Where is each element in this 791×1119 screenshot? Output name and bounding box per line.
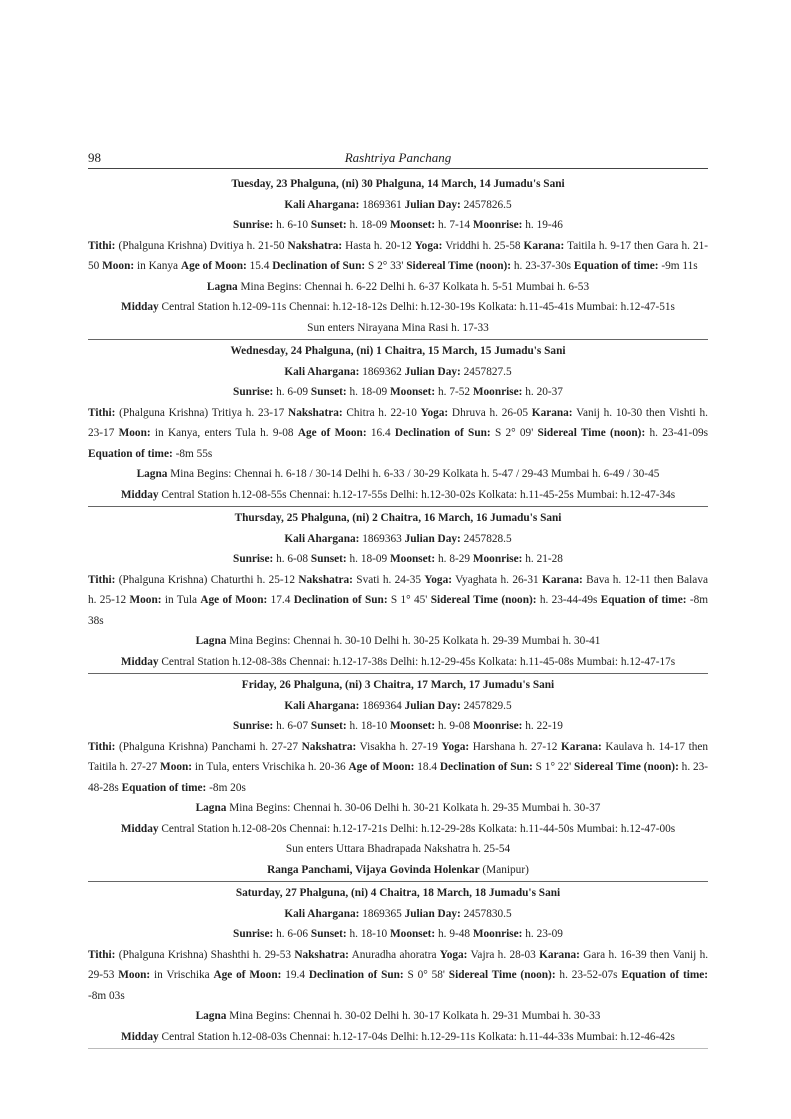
yoga-value: Vyaghata h. 26-31 (455, 573, 539, 586)
lagna-value: Mina Begins: Chennai h. 30-02 Delhi h. 30-17 Kolkata h. 29-31 Mumbai h. 30-33 (229, 1010, 601, 1022)
sunrise-value: h. 6-06 (276, 928, 309, 940)
midday-label: Midday (121, 1030, 159, 1043)
sidereal-value: h. 23-37-30s (513, 260, 571, 272)
kali-label: Kali Ahargana: (284, 365, 360, 378)
nakshatra-value: Visakha h. 27-19 (359, 740, 438, 753)
date-heading: Friday, 26 Phalguna, (ni) 3 Chaitra, 17 March, 17 Jumadu's Sani (241, 679, 555, 691)
midday-line (88, 485, 708, 506)
midday-value: Central Station h.12-08-55s Chennai: h.12-17-55s Delhi: h.12-30-02s Kolkata: h.11-45-25s Mumbai: h.12-47-34s (161, 488, 676, 501)
day-entry (88, 882, 708, 1049)
header-rule (88, 168, 708, 169)
eot-value: -8m 20s (209, 781, 246, 794)
nakshatra-label: Nakshatra: (301, 740, 357, 753)
moon-time1-label: Moonset: (390, 219, 436, 231)
kali-value: 1869365 (362, 907, 402, 920)
nakshatra-value: Hasta h. 20-12 (345, 239, 412, 252)
declination-label: Declination of Sun: (293, 594, 388, 606)
sunrise-label: Sunrise: (233, 219, 274, 231)
sunset-value: h. 18-10 (349, 928, 388, 940)
moon-label: Moon: (102, 260, 135, 272)
lagna-value: Mina Begins: Chennai h. 6-18 / 30-14 Delhi h. 6-33 / 30-29 Kolkata h. 5-47 / 29-43 Mumbai h. 6-49 / 30-45 (170, 468, 660, 480)
kali-julian-line (88, 362, 708, 383)
sunset-label: Sunset: (310, 553, 347, 565)
julian-label: Julian Day: (404, 907, 461, 920)
tithi-label: Tithi: (88, 573, 116, 586)
moon-time1-value: h. 7-52 (438, 386, 471, 398)
moon-value: in Vrischika (154, 969, 210, 981)
eot-value: -8m 03s (88, 989, 125, 1002)
midday-label: Midday (120, 822, 159, 835)
karana-label: Karana: (542, 573, 583, 586)
declination-label: Declination of Sun: (394, 427, 491, 439)
tithi-value: (Phalguna Krishna) Tritiya h. 23-17 (119, 406, 285, 419)
moon-time1-value: h. 7-14 (438, 219, 471, 231)
julian-value: 2457830.5 (463, 907, 512, 920)
festival-name: Ranga Panchami, Vijaya Govinda Holenkar (267, 863, 480, 876)
yoga-value: Vajra h. 28-03 (470, 948, 536, 961)
midday-line (88, 819, 708, 840)
sun-moon-times-line (88, 215, 708, 236)
eot-label: Equation of time: (121, 781, 207, 794)
nakshatra-value: Svati h. 24-35 (356, 573, 422, 586)
midday-value: Central Station h.12-08-20s Chennai: h.12-17-21s Delhi: h.12-29-28s Kolkata: h.11-44-50s Mumbai: h.12-47-00s (161, 822, 676, 835)
declination-value: S 2° 33' (367, 260, 404, 272)
sunset-value: h. 18-10 (349, 720, 388, 732)
declination-label: Declination of Sun: (272, 260, 366, 272)
age-label: Age of Moon: (297, 427, 367, 439)
age-label: Age of Moon: (213, 969, 282, 981)
nakshatra-label: Nakshatra: (298, 573, 353, 586)
age-value: 15.4 (249, 260, 270, 272)
moon-time1-label: Moonset: (390, 928, 436, 940)
tithi-label: Tithi: (88, 948, 116, 961)
eot-label: Equation of time: (573, 260, 659, 272)
lagna-label: Lagna (195, 802, 227, 814)
tithi-paragraph (88, 570, 708, 632)
moon-time1-label: Moonset: (390, 386, 436, 398)
sunset-value: h. 18-09 (349, 553, 388, 565)
lagna-line (88, 798, 708, 819)
date-heading: Tuesday, 23 Phalguna, (ni) 30 Phalguna, 14 March, 14 Jumadu's Sani (231, 178, 565, 190)
sidereal-label: Sidereal Time (noon): (537, 427, 646, 439)
nakshatra-value: Chitra h. 22-10 (346, 406, 417, 419)
moon-time2-label: Moonrise: (472, 928, 523, 940)
sunrise-label: Sunrise: (233, 553, 274, 565)
julian-value: 2457829.5 (463, 699, 512, 712)
julian-value: 2457828.5 (463, 532, 512, 545)
karana-value: Gara h. 16-39 then Vanij h. 29-53 (88, 948, 709, 981)
julian-value: 2457826.5 (463, 198, 512, 211)
moon-time2-label: Moonrise: (472, 720, 523, 732)
declination-value: S 1° 22' (535, 761, 572, 773)
date-heading: Wednesday, 24 Phalguna, (ni) 1 Chaitra, 15 March, 15 Jumadu's Sani (230, 345, 566, 357)
tithi-label: Tithi: (88, 239, 116, 252)
age-value: 18.4 (417, 761, 438, 773)
festival-line (88, 860, 708, 881)
midday-line (88, 1027, 708, 1048)
tithi-paragraph (88, 737, 708, 799)
tithi-label: Tithi: (88, 740, 116, 753)
midday-line (88, 652, 708, 673)
lagna-label: Lagna (195, 1010, 227, 1022)
sidereal-value: h. 23-44-49s (539, 594, 598, 606)
eot-label: Equation of time: (621, 969, 709, 981)
nakshatra-label: Nakshatra: (287, 239, 343, 252)
declination-value: S 2° 09' (494, 427, 534, 439)
calendar-entries (88, 173, 708, 1049)
page-number: 98 (88, 150, 101, 165)
sunset-label: Sunset: (310, 928, 347, 940)
age-label: Age of Moon: (180, 260, 247, 272)
age-value: 16.4 (370, 427, 391, 439)
nakshatra-label: Nakshatra: (294, 948, 349, 961)
age-label: Age of Moon: (348, 761, 415, 773)
sunset-value: h. 18-09 (349, 219, 388, 231)
midday-line (88, 297, 708, 318)
sun-moon-times-line (88, 716, 708, 737)
kali-label: Kali Ahargana: (284, 699, 360, 712)
midday-value: Central Station h.12-09-11s Chennai: h.12-18-12s Delhi: h.12-30-19s Kolkata: h.11-45-41s Mumbai: h.12-47-51s (161, 301, 675, 313)
midday-label: Midday (121, 301, 159, 313)
lagna-value: Mina Begins: Chennai h. 30-06 Delhi h. 30-21 Kolkata h. 29-35 Mumbai h. 30-37 (229, 802, 601, 814)
yoga-label: Yoga: (424, 573, 452, 586)
julian-value: 2457827.5 (463, 365, 512, 378)
sunrise-label: Sunrise: (233, 386, 274, 398)
tithi-value: (Phalguna Krishna) Chaturthi h. 25-12 (118, 573, 295, 586)
moon-label: Moon: (118, 427, 151, 439)
kali-value: 1869364 (362, 699, 402, 712)
sunrise-label: Sunrise: (233, 928, 274, 940)
moon-time2-value: h. 22-19 (525, 720, 563, 732)
moon-time1-label: Moonset: (390, 720, 436, 732)
kali-value: 1869363 (362, 532, 402, 545)
lagna-line (88, 277, 708, 298)
yoga-label: Yoga: (414, 239, 443, 252)
eot-value: -8m 38s (88, 594, 709, 627)
moon-time1-value: h. 9-08 (438, 720, 471, 732)
sun-moon-times-line (88, 924, 708, 945)
day-entry (88, 173, 708, 340)
date-heading: Thursday, 25 Phalguna, (ni) 2 Chaitra, 16 March, 16 Jumadu's Sani (234, 512, 562, 524)
lagna-value: Mina Begins: Chennai h. 6-22 Delhi h. 6-37 Kolkata h. 5-51 Mumbai h. 6-53 (240, 280, 590, 293)
yoga-value: Dhruva h. 26-05 (451, 406, 529, 419)
julian-label: Julian Day: (404, 365, 461, 378)
moon-time1-label: Moonset: (390, 553, 436, 565)
sunrise-value: h. 6-10 (276, 219, 309, 231)
karana-label: Karana: (561, 740, 602, 753)
sunset-label: Sunset: (310, 720, 347, 732)
moon-value: in Kanya, enters Tula h. 9-08 (154, 427, 294, 439)
tithi-paragraph (88, 403, 708, 465)
sidereal-value: h. 23-52-07s (559, 969, 618, 981)
sidereal-label: Sidereal Time (noon): (448, 969, 556, 981)
day-entry (88, 340, 708, 507)
yoga-value: Vriddhi h. 25-58 (445, 239, 521, 252)
yoga-label: Yoga: (439, 948, 468, 961)
karana-label: Karana: (531, 406, 573, 419)
midday-label: Midday (120, 488, 159, 501)
tithi-value: (Phalguna Krishna) Panchami h. 27-27 (119, 740, 299, 753)
eot-value: -9m 11s (661, 260, 698, 272)
kali-julian-line (88, 529, 708, 550)
date-heading: Saturday, 27 Phalguna, (ni) 4 Chaitra, 18 March, 18 Jumadu's Sani (235, 887, 561, 899)
sunset-label: Sunset: (310, 219, 347, 231)
tithi-value: (Phalguna Krishna) Dvitiya h. 21-50 (118, 239, 285, 252)
kali-label: Kali Ahargana: (284, 198, 360, 211)
kali-value: 1869362 (362, 365, 402, 378)
kali-julian-line (88, 195, 708, 216)
midday-label: Midday (120, 655, 159, 668)
moon-value: in Kanya (136, 260, 179, 272)
yoga-label: Yoga: (420, 406, 449, 419)
running-title: Rashtriya Panchang (344, 150, 452, 165)
moon-time1-value: h. 9-48 (438, 928, 471, 940)
moon-time2-value: h. 19-46 (525, 219, 563, 231)
julian-label: Julian Day: (404, 699, 461, 712)
midday-value: Central Station h.12-08-38s Chennai: h.12-17-38s Delhi: h.12-29-45s Kolkata: h.11-45-08s Mumbai: h.12-47-17s (161, 655, 676, 668)
moon-label: Moon: (118, 969, 151, 981)
moon-label: Moon: (129, 594, 162, 606)
lagna-label: Lagna (206, 280, 238, 293)
tithi-paragraph (88, 945, 708, 1007)
karana-value: Vanij h. 10-30 then Vishti h. 23-17 (88, 406, 708, 439)
sidereal-value: h. 23-48-28s (88, 761, 709, 794)
age-value: 17.4 (270, 594, 291, 606)
kali-value: 1869361 (362, 198, 402, 211)
karana-value: Taitila h. 9-17 then Gara h. 21-50 (88, 239, 709, 272)
sidereal-label: Sidereal Time (noon): (406, 260, 512, 272)
sidereal-label: Sidereal Time (noon): (430, 594, 537, 606)
karana-value: Kaulava h. 14-17 then Taitila h. 27-27 (88, 740, 709, 773)
yoga-label: Yoga: (441, 740, 470, 753)
karana-label: Karana: (523, 239, 565, 252)
sun-moon-times-line (88, 382, 708, 403)
sunset-value: h. 18-09 (349, 386, 388, 398)
moon-value: in Tula (164, 594, 198, 606)
lagna-value: Mina Begins: Chennai h. 30-10 Delhi h. 30-25 Kolkata h. 29-39 Mumbai h. 30-41 (229, 635, 601, 647)
nakshatra-value: Anuradha ahoratra (351, 948, 437, 961)
sunrise-value: h. 6-09 (276, 386, 309, 398)
moon-time2-value: h. 20-37 (525, 386, 563, 398)
moon-time1-value: h. 8-29 (438, 553, 471, 565)
karana-value: Bava h. 12-11 then Balava h. 25-12 (88, 573, 708, 606)
eot-value: -8m 55s (175, 447, 213, 460)
page-header (88, 150, 708, 170)
lagna-label: Lagna (136, 468, 168, 480)
event-note: Sun enters Uttara Bhadrapada Nakshatra h. 25-54 (285, 843, 511, 855)
nakshatra-label: Nakshatra: (288, 406, 343, 419)
julian-label: Julian Day: (404, 198, 461, 211)
sunrise-value: h. 6-07 (276, 720, 309, 732)
declination-value: S 1° 45' (390, 594, 428, 606)
julian-label: Julian Day: (404, 532, 461, 545)
kali-julian-line (88, 904, 708, 925)
lagna-line (88, 464, 708, 485)
lagna-label: Lagna (195, 635, 227, 647)
age-value: 19.4 (285, 969, 305, 981)
moon-time2-label: Moonrise: (472, 553, 523, 565)
moon-time2-value: h. 21-28 (525, 553, 563, 565)
tithi-paragraph (88, 236, 708, 277)
lagna-line (88, 631, 708, 652)
sunrise-value: h. 6-08 (276, 553, 309, 565)
kali-julian-line (88, 696, 708, 717)
midday-value: Central Station h.12-08-03s Chennai: h.12-17-04s Delhi: h.12-29-11s Kolkata: h.11-44-33s Mumbai: h.12-46-42s (161, 1030, 675, 1043)
kali-label: Kali Ahargana: (284, 532, 360, 545)
day-entry (88, 507, 708, 674)
eot-label: Equation of time: (600, 594, 687, 606)
karana-label: Karana: (539, 948, 580, 961)
sunset-label: Sunset: (310, 386, 347, 398)
moon-value: in Tula, enters Vrischika h. 20-36 (194, 761, 346, 773)
kali-label: Kali Ahargana: (284, 907, 360, 920)
sidereal-label: Sidereal Time (noon): (573, 761, 679, 773)
eot-label: Equation of time: (88, 447, 173, 460)
lagna-line (88, 1006, 708, 1027)
age-label: Age of Moon: (200, 594, 268, 606)
declination-label: Declination of Sun: (308, 969, 404, 981)
declination-label: Declination of Sun: (439, 761, 533, 773)
sidereal-value: h. 23-41-09s (649, 427, 709, 439)
moon-time2-label: Moonrise: (472, 219, 523, 231)
sun-moon-times-line (88, 549, 708, 570)
declination-value: S 0° 58' (407, 969, 445, 981)
day-entry (88, 674, 708, 882)
festival-region: (Manipur) (482, 863, 529, 876)
event-note: Sun enters Nirayana Mina Rasi h. 17-33 (307, 321, 489, 334)
yoga-value: Harshana h. 27-12 (472, 740, 558, 753)
moon-label: Moon: (160, 761, 193, 773)
moon-time2-value: h. 23-09 (525, 928, 563, 940)
sunrise-label: Sunrise: (233, 720, 274, 732)
tithi-value: (Phalguna Krishna) Shashthi h. 29-53 (118, 948, 292, 961)
moon-time2-label: Moonrise: (472, 386, 523, 398)
tithi-label: Tithi: (88, 406, 116, 419)
